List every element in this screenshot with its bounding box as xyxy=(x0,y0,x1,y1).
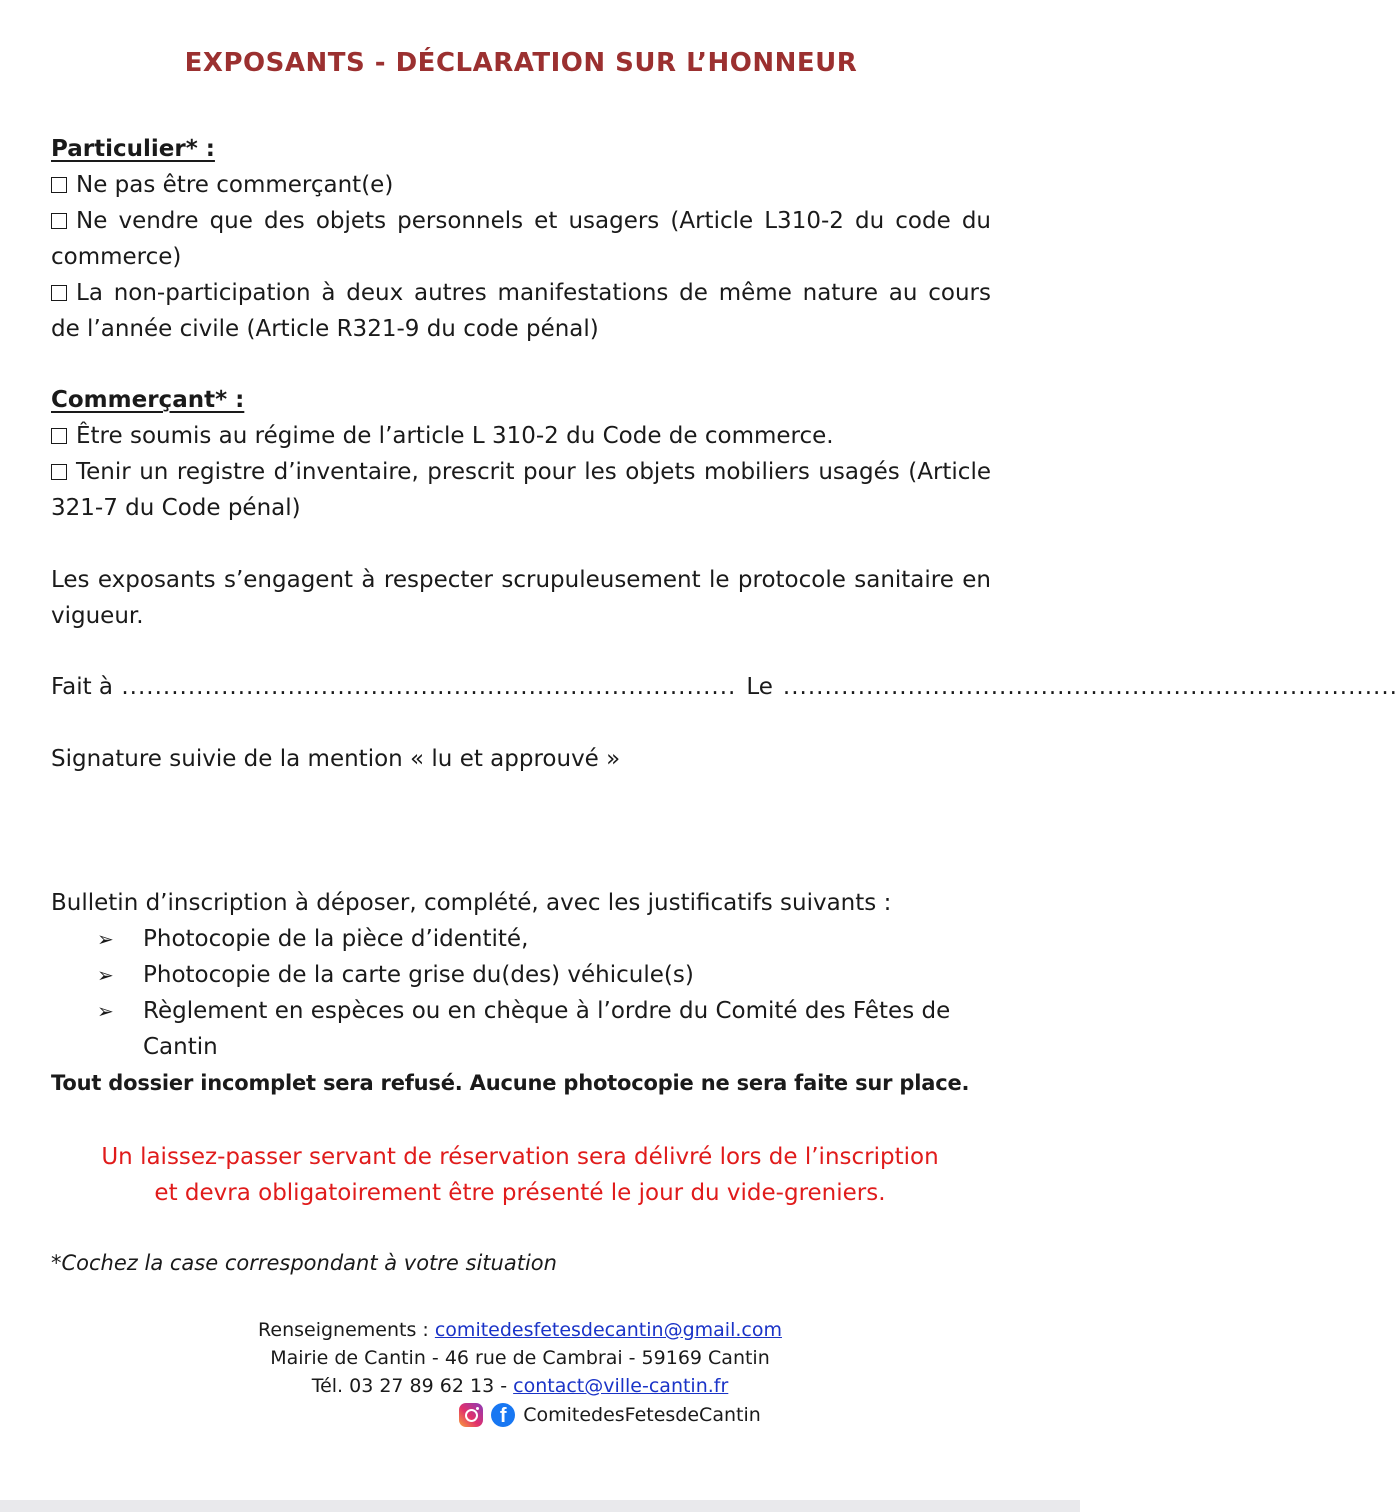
particulier-heading: Particulier* : xyxy=(51,136,215,162)
protocole-paragraph: Les exposants s’engagent à respecter scrupuleusement le protocole sanitaire en vigueur. xyxy=(51,567,991,629)
bulletin-section xyxy=(51,885,991,1101)
commercant-section xyxy=(51,382,991,526)
arrow-bullet-icon: ➢ xyxy=(97,999,114,1023)
commercant-item: Être soumis au régime de l’article L 310-2 du Code de commerce. xyxy=(51,418,991,454)
incomplete-warning: Tout dossier incomplet sera refusé. Aucune photocopie ne sera faite sur place. xyxy=(51,1071,970,1095)
checkbox[interactable] xyxy=(51,464,67,480)
particulier-item: Ne pas être commerçant(e) xyxy=(51,167,991,203)
checkbox[interactable] xyxy=(51,177,67,193)
fait-a-line xyxy=(51,669,1398,705)
list-item: ➢ Photocopie de la carte grise du(des) véhicule(s) xyxy=(51,957,991,993)
commercant-item: Tenir un registre d’inventaire, prescrit pour les objets mobiliers usagés (Article 321-7 du Code pénal) xyxy=(51,459,991,521)
fait-a-label: Fait à xyxy=(51,674,114,700)
arrow-bullet-icon: ➢ xyxy=(97,963,114,987)
checkbox[interactable] xyxy=(51,285,67,301)
footer-tel: Tél. 03 27 89 62 13 - contact@ville-cantin.fr xyxy=(311,1375,729,1397)
page-title: EXPOSANTS - DÉCLARATION SUR L’HONNEUR xyxy=(184,48,858,78)
signature-line: Signature suivie de la mention « lu et approuvé » xyxy=(51,746,621,772)
particulier-item: La non-participation à deux autres manifestations de même nature au cours de l’année civile (Article R321-9 du code pénal) xyxy=(51,280,991,342)
fait-a-field[interactable]: .......................................................................... xyxy=(113,674,737,700)
particulier-item: Ne vendre que des objets personnels et usagers (Article L310-2 du code du commerce) xyxy=(51,208,991,270)
laissez-passer-notice: Un laissez-passer servant de réservation sera délivré lors de l’inscription et devra obligatoirement être présenté le jour du vide-greniers. xyxy=(101,1144,939,1206)
checkbox[interactable] xyxy=(51,428,67,444)
list-item: ➢ Photocopie de la pièce d’identité, xyxy=(51,921,991,957)
page-bottom-edge xyxy=(0,1500,1080,1512)
email-link[interactable]: comitedesfetesdecantin@gmail.com xyxy=(434,1319,782,1341)
instagram-icon[interactable] xyxy=(459,1403,483,1427)
checkbox-note: *Cochez la case correspondant à votre situation xyxy=(51,1251,557,1275)
le-label: Le xyxy=(746,674,773,700)
footer-renseignements: Renseignements : comitedesfetesdecantin@gmail.com xyxy=(258,1319,782,1341)
particulier-section xyxy=(51,131,991,347)
footer-social xyxy=(0,1401,1040,1435)
checkbox[interactable] xyxy=(51,213,67,229)
footer-contact xyxy=(0,1316,1040,1435)
arrow-bullet-icon: ➢ xyxy=(97,927,114,951)
date-field[interactable]: .......................................................................... xyxy=(782,674,1398,700)
commercant-heading: Commerçant* : xyxy=(51,387,245,413)
bulletin-intro: Bulletin d’inscription à déposer, complété, avec les justificatifs suivants : xyxy=(51,890,892,916)
footer-address: Mairie de Cantin - 46 rue de Cambrai - 59169 Cantin xyxy=(270,1347,770,1369)
social-handle: ComitedesFetesdeCantin xyxy=(523,1404,761,1426)
facebook-icon[interactable]: f xyxy=(491,1403,515,1427)
justificatifs-list xyxy=(51,921,991,1065)
list-item: ➢ Règlement en espèces ou en chèque à l’ordre du Comité des Fêtes de Cantin xyxy=(51,993,991,1065)
contact-email-link[interactable]: contact@ville-cantin.fr xyxy=(513,1375,729,1397)
